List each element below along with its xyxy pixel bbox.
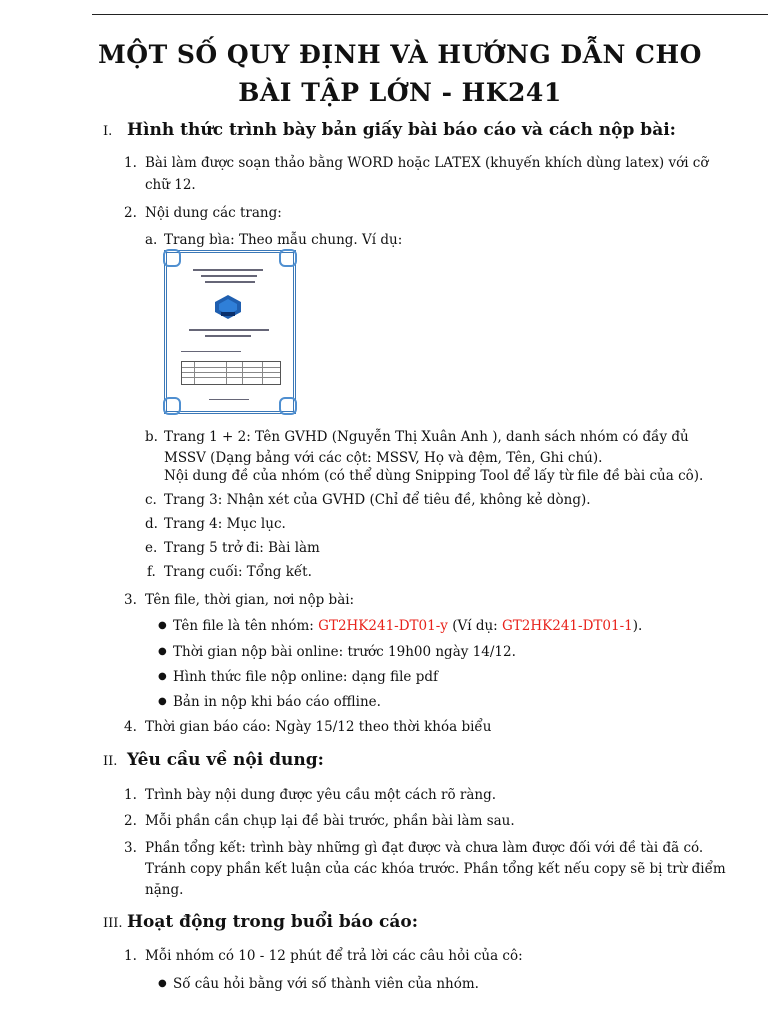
list-item-text: Trang bìa: Theo mẫu chung. Ví dụ: <box>164 232 403 248</box>
list-item-text: Trang cuối: Tổng kết. <box>164 564 312 580</box>
text-line <box>181 351 241 352</box>
list-item-text: Trình bày nội dung được yêu cầu một cách rõ ràng. <box>145 787 496 803</box>
item-number: 1. <box>124 787 137 803</box>
text-line <box>193 269 263 271</box>
item-number: 1. <box>124 948 137 964</box>
item-number: 2. <box>124 205 137 221</box>
list-item-text: Trang 4: Mục lục. <box>164 516 286 532</box>
text-line <box>189 329 269 331</box>
list-item-text: Thời gian nộp bài online: trước 19h00 ngày 14/12. <box>173 644 516 660</box>
subitem-letter: a. <box>145 232 158 248</box>
section-3-heading: III. Hoạt động trong buổi báo cáo: <box>103 912 418 932</box>
bullet-icon: ● <box>158 671 167 682</box>
item-number: 1. <box>124 155 137 171</box>
list-item-text: MSSV (Dạng bảng với các cột: MSSV, Họ và đệm, Tên, Ghi chú). <box>164 450 603 466</box>
list-item-text: chữ 12. <box>145 177 196 193</box>
list-item-text: Bài làm được soạn thảo bằng WORD hoặc LATEX (khuyến khích dùng latex) với cỡ <box>145 155 709 171</box>
item-number: 2. <box>124 813 137 829</box>
section-1-heading: I. Hình thức trình bày bản giấy bài báo cáo và cách nộp bài: <box>103 120 676 140</box>
ornament-corner <box>163 249 181 267</box>
list-item-text: nặng. <box>145 882 184 898</box>
item-number: 3. <box>124 592 137 608</box>
subitem-letter: c. <box>145 492 157 508</box>
bullet-icon: ● <box>158 696 167 707</box>
top-rule <box>92 14 768 15</box>
text-line <box>205 335 251 337</box>
list-item-text: Trang 1 + 2: Tên GVHD (Nguyễn Thị Xuân Anh ), danh sách nhóm có đầy đủ <box>164 429 689 445</box>
page-title <box>80 36 720 112</box>
text-line <box>205 281 255 283</box>
cover-page-image <box>164 250 296 414</box>
section-2-heading: II. Yêu cầu về nội dung: <box>103 750 324 770</box>
list-item-text: Nội dung các trang: <box>145 205 282 221</box>
ornament-corner <box>279 397 297 415</box>
list-item-text: Bản in nộp khi báo cáo offline. <box>173 694 381 710</box>
text-line <box>209 399 249 400</box>
file-name-example: GT2HK241-DT01-1 <box>502 618 633 634</box>
list-item-text: Mỗi nhóm có 10 - 12 phút để trả lời các câu hỏi của cô: <box>145 948 523 964</box>
title-line-2: BÀI TẬP LỚN - HK241 <box>238 78 562 107</box>
list-item-text: Số câu hỏi bằng với số thành viên của nhóm. <box>173 976 479 992</box>
list-item-text: Mỗi phần cần chụp lại đề bài trước, phần bài làm sau. <box>145 813 515 829</box>
subitem-letter: b. <box>145 429 158 445</box>
bk-logo-icon <box>215 295 241 319</box>
title-line-1: MỘT SỐ QUY ĐỊNH VÀ HƯỚNG DẪN CHO <box>98 40 702 69</box>
list-item-text: Hình thức file nộp online: dạng file pdf <box>173 669 438 685</box>
subitem-letter: e. <box>145 540 158 556</box>
bullet-icon: ● <box>158 978 167 989</box>
list-item-text: Tránh copy phần kết luận của các khóa trước. Phần tổng kết nếu copy sẽ bị trừ điểm <box>145 861 726 877</box>
cover-table <box>181 361 281 385</box>
list-item-text: Trang 5 trở đi: Bài làm <box>164 540 320 556</box>
list-item-text: Phần tổng kết: trình bày những gì đạt được và chưa làm được đối với đề tài đã có. <box>145 840 704 856</box>
item-number: 4. <box>124 719 137 735</box>
list-item-text: Trang 3: Nhận xét của GVHD (Chỉ để tiêu đề, không kẻ dòng). <box>164 492 591 508</box>
subitem-letter: d. <box>145 516 158 532</box>
list-item-text: Thời gian báo cáo: Ngày 15/12 theo thời khóa biểu <box>145 719 492 735</box>
list-item-text: Tên file là tên nhóm: GT2HK241-DT01-y (Ví dụ: GT2HK241-DT01-1). <box>173 618 643 634</box>
item-number: 3. <box>124 840 137 856</box>
list-item-text: Nội dung đề của nhóm (có thể dùng Snipping Tool để lấy từ file đề bài của cô). <box>164 468 704 484</box>
file-name-pattern: GT2HK241-DT01-y <box>318 618 448 634</box>
ornament-corner <box>163 397 181 415</box>
bullet-icon: ● <box>158 646 167 657</box>
ornament-corner <box>279 249 297 267</box>
bullet-icon: ● <box>158 620 167 631</box>
text-line <box>201 275 257 277</box>
subitem-letter: f. <box>147 564 156 580</box>
list-item-text: Tên file, thời gian, nơi nộp bài: <box>145 592 355 608</box>
